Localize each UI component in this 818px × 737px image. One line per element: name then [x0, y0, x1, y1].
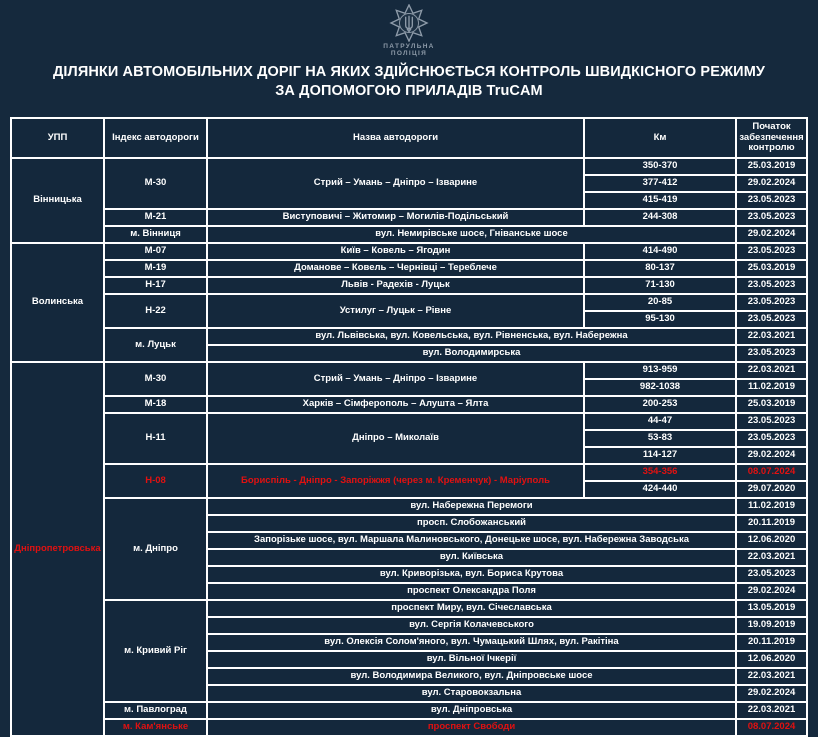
road-route-cell: Бориспіль - Дніпро - Запоріжжя (через м. Кременчук) - Маріуполь — [207, 464, 584, 498]
road-route-cell: Устилуг – Луцьк – Рівне — [207, 294, 584, 328]
control-start-date-cell: 08.07.2024 — [736, 464, 807, 481]
header-road-name: Назва автодороги — [207, 118, 584, 158]
road-index-cell: М-18 — [104, 396, 207, 413]
street-cell: проспект Свободи — [207, 719, 736, 736]
km-cell: 53-83 — [584, 430, 736, 447]
control-start-date-cell: 23.05.2023 — [736, 413, 807, 430]
control-start-date-cell: 23.05.2023 — [736, 430, 807, 447]
control-start-date-cell: 29.02.2024 — [736, 685, 807, 702]
header-road-index: Індекс автодороги — [104, 118, 207, 158]
logo-block — [0, 0, 818, 57]
street-cell: вул. Володимирська — [207, 345, 736, 362]
street-cell: проспект Олександра Поля — [207, 583, 736, 600]
road-index-cell: М-30 — [104, 158, 207, 209]
street-cell: вул. Дніпровська — [207, 702, 736, 719]
road-route-cell: Виступовичі – Житомир – Могилів-Подільський — [207, 209, 584, 226]
road-route-cell: Стрий – Умань – Дніпро – Ізварине — [207, 362, 584, 396]
table-row — [11, 209, 807, 226]
street-cell: вул. Криворізька, вул. Бориса Крутова — [207, 566, 736, 583]
page-title-line1: ДІЛЯНКИ АВТОМОБІЛЬНИХ ДОРІГ НА ЯКИХ ЗДІЙСНЮЄТЬСЯ КОНТРОЛЬ ШВИДКІСНОГО РЕЖИМУ — [52, 64, 765, 80]
table-header — [11, 118, 807, 158]
logo-caption — [0, 43, 818, 57]
region-cell: Дніпропетровська — [11, 362, 104, 736]
page-title-line2: ЗА ДОПОМОГОЮ ПРИЛАДІВ TruCAM — [275, 83, 543, 99]
control-start-date-cell: 08.07.2024 — [736, 719, 807, 736]
road-index-cell: Н-17 — [104, 277, 207, 294]
control-start-date-cell: 25.03.2019 — [736, 158, 807, 175]
street-cell: просп. Слобожанський — [207, 515, 736, 532]
road-route-cell: Стрий – Умань – Дніпро – Ізварине — [207, 158, 584, 209]
street-cell: вул. Олексія Солом'яного, вул. Чумацький Шлях, вул. Ракітіна — [207, 634, 736, 651]
control-start-date-cell: 23.05.2023 — [736, 209, 807, 226]
street-cell: вул. Київська — [207, 549, 736, 566]
table-row — [11, 396, 807, 413]
km-cell: 354-356 — [584, 464, 736, 481]
control-start-date-cell: 29.02.2024 — [736, 447, 807, 464]
control-start-date-cell: 25.03.2019 — [736, 396, 807, 413]
table-row — [11, 226, 807, 243]
control-start-date-cell: 20.11.2019 — [736, 634, 807, 651]
region-cell: Волинська — [11, 243, 104, 362]
road-index-cell: м. Луцьк — [104, 328, 207, 362]
control-start-date-cell: 22.03.2021 — [736, 668, 807, 685]
table-row — [11, 719, 807, 736]
street-cell: вул. Володимира Великого, вул. Дніпровське шосе — [207, 668, 736, 685]
logo-caption-line1: ПАТРУЛЬНА — [383, 43, 435, 50]
table-row — [11, 260, 807, 277]
km-cell: 982-1038 — [584, 379, 736, 396]
road-index-cell: М-19 — [104, 260, 207, 277]
control-start-date-cell: 29.02.2024 — [736, 226, 807, 243]
road-index-cell: М-21 — [104, 209, 207, 226]
km-cell: 95-130 — [584, 311, 736, 328]
road-route-cell: Київ – Ковель – Ягодин — [207, 243, 584, 260]
table-row — [11, 294, 807, 311]
street-cell: вул. Набережна Перемоги — [207, 498, 736, 515]
road-index-cell: м. Вінниця — [104, 226, 207, 243]
table-header-row — [11, 118, 807, 158]
road-index-cell: м. Дніпро — [104, 498, 207, 600]
km-cell: 20-85 — [584, 294, 736, 311]
control-start-date-cell: 29.07.2020 — [736, 481, 807, 498]
km-cell: 44-47 — [584, 413, 736, 430]
km-cell: 114-127 — [584, 447, 736, 464]
street-cell: проспект Миру, вул. Січеславська — [207, 600, 736, 617]
km-cell: 377-412 — [584, 175, 736, 192]
road-index-cell: М-07 — [104, 243, 207, 260]
control-start-date-cell: 22.03.2021 — [736, 702, 807, 719]
control-start-date-cell: 22.03.2021 — [736, 362, 807, 379]
header-km: Км — [584, 118, 736, 158]
table-row — [11, 702, 807, 719]
road-route-cell: Доманове – Ковель – Чернівці – Тереблече — [207, 260, 584, 277]
control-start-date-cell: 19.09.2019 — [736, 617, 807, 634]
control-start-date-cell: 22.03.2021 — [736, 549, 807, 566]
table-row — [11, 464, 807, 481]
control-start-date-cell: 23.05.2023 — [736, 277, 807, 294]
patrol-police-badge-icon — [385, 4, 433, 42]
table-row — [11, 243, 807, 260]
table-row — [11, 498, 807, 515]
header-upp: УПП — [11, 118, 104, 158]
table-body — [11, 158, 807, 736]
street-cell: вул. Львівська, вул. Ковельська, вул. Рівненська, вул. Набережна — [207, 328, 736, 345]
table-row — [11, 362, 807, 379]
km-cell: 913-959 — [584, 362, 736, 379]
road-index-cell: м. Кам'янське — [104, 719, 207, 736]
road-index-cell: м. Павлоград — [104, 702, 207, 719]
table-row — [11, 158, 807, 175]
control-start-date-cell: 11.02.2019 — [736, 379, 807, 396]
table-row — [11, 600, 807, 617]
km-cell: 244-308 — [584, 209, 736, 226]
street-cell: вул. Сергія Колачевського — [207, 617, 736, 634]
street-cell: вул. Немирівське шосе, Гніванське шосе — [207, 226, 736, 243]
control-start-date-cell: 23.05.2023 — [736, 311, 807, 328]
km-cell: 71-130 — [584, 277, 736, 294]
control-start-date-cell: 23.05.2023 — [736, 192, 807, 209]
control-start-date-cell: 23.05.2023 — [736, 345, 807, 362]
header-control-start: Початок забезпечення контролю — [736, 118, 807, 158]
km-cell: 200-253 — [584, 396, 736, 413]
road-index-cell: Н-11 — [104, 413, 207, 464]
control-start-date-cell: 23.05.2023 — [736, 566, 807, 583]
road-route-cell: Дніпро – Миколаїв — [207, 413, 584, 464]
street-cell: вул. Старовокзальна — [207, 685, 736, 702]
road-index-cell: Н-22 — [104, 294, 207, 328]
road-index-cell: Н-08 — [104, 464, 207, 498]
control-start-date-cell: 23.05.2023 — [736, 243, 807, 260]
km-cell: 424-440 — [584, 481, 736, 498]
road-index-cell: М-30 — [104, 362, 207, 396]
control-start-date-cell: 11.02.2019 — [736, 498, 807, 515]
logo-caption-line2: ПОЛІЦІЯ — [390, 50, 428, 57]
region-cell: Вінницька — [11, 158, 104, 243]
speed-control-table — [10, 117, 808, 737]
control-start-date-cell: 20.11.2019 — [736, 515, 807, 532]
km-cell: 414-490 — [584, 243, 736, 260]
km-cell: 350-370 — [584, 158, 736, 175]
control-start-date-cell: 22.03.2021 — [736, 328, 807, 345]
control-start-date-cell: 23.05.2023 — [736, 294, 807, 311]
road-index-cell: м. Кривий Ріг — [104, 600, 207, 702]
road-route-cell: Харків – Сімферополь – Алушта – Ялта — [207, 396, 584, 413]
control-start-date-cell: 12.06.2020 — [736, 651, 807, 668]
km-cell: 80-137 — [584, 260, 736, 277]
road-route-cell: Львів - Радехів - Луцьк — [207, 277, 584, 294]
control-start-date-cell: 29.02.2024 — [736, 583, 807, 600]
km-cell: 415-419 — [584, 192, 736, 209]
control-start-date-cell: 13.05.2019 — [736, 600, 807, 617]
table-row — [11, 413, 807, 430]
page-title — [0, 63, 818, 101]
street-cell: вул. Вільної Ічкерії — [207, 651, 736, 668]
control-start-date-cell: 29.02.2024 — [736, 175, 807, 192]
control-start-date-cell: 12.06.2020 — [736, 532, 807, 549]
control-start-date-cell: 25.03.2019 — [736, 260, 807, 277]
table-row — [11, 328, 807, 345]
street-cell: Запорізьке шосе, вул. Маршала Малиновського, Донецьке шосе, вул. Набережна Заводська — [207, 532, 736, 549]
table-row — [11, 277, 807, 294]
